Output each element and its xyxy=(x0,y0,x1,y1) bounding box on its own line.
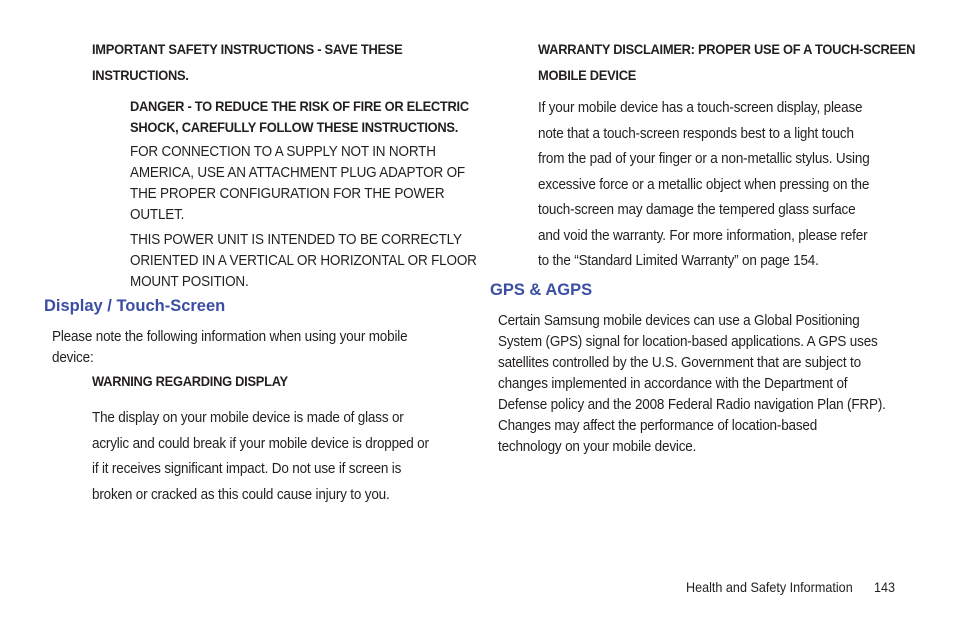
text-line: Changes may affect the performance of location-based xyxy=(498,417,818,434)
text-line: technology on your mobile device. xyxy=(498,438,697,455)
connection-notice xyxy=(130,141,465,225)
display-intro xyxy=(52,326,407,368)
text-line: FOR CONNECTION TO A SUPPLY NOT IN NORTH xyxy=(130,143,436,160)
warranty-disclaimer-heading xyxy=(538,36,915,88)
text-line: note that a touch-screen responds best to a light touch xyxy=(538,124,854,142)
text-line: satellites controlled by the U.S. Government that are subject to xyxy=(498,354,861,371)
text-line: touch-screen may damage the tempered glass surface xyxy=(538,201,856,218)
warning-display-heading: WARNING REGARDING DISPLAY xyxy=(92,373,288,389)
warranty-disclaimer-body xyxy=(538,95,870,274)
text-line: The display on your mobile device is made of glass or xyxy=(92,409,404,426)
text-line: MOUNT POSITION. xyxy=(130,273,249,290)
text-line: and void the warranty. For more information, please refer xyxy=(538,226,868,244)
text-line: THE PROPER CONFIGURATION FOR THE POWER xyxy=(130,185,445,202)
footer-section-title: Health and Safety Information xyxy=(686,579,853,595)
text-line: excessive force or a metallic object when pressing on the xyxy=(538,175,870,193)
text-line: SHOCK, CAREFULLY FOLLOW THESE INSTRUCTIONS. xyxy=(130,119,459,135)
text-line: Defense policy and the 2008 Federal Radio navigation Plan (FRP). xyxy=(498,396,886,413)
page-number: 143 xyxy=(874,579,896,595)
text-line: device: xyxy=(52,349,94,366)
danger-notice xyxy=(130,96,469,138)
text-line: INSTRUCTIONS. xyxy=(92,67,189,83)
text-line: broken or cracked as this could cause injury to you. xyxy=(92,485,390,503)
gps-agps-heading: GPS & AGPS xyxy=(490,281,593,299)
text-line: MOBILE DEVICE xyxy=(538,67,637,83)
text-line: DANGER - TO REDUCE THE RISK OF FIRE OR ELECTRIC xyxy=(130,98,469,114)
text-line: THIS POWER UNIT IS INTENDED TO BE CORRECTLY xyxy=(130,231,462,248)
text-line: AMERICA, USE AN ATTACHMENT PLUG ADAPTOR OF xyxy=(130,164,466,181)
power-unit-notice xyxy=(130,229,477,292)
text-line: Please note the following information when using your mobile xyxy=(52,328,408,345)
text-line: from the pad of your finger or a non-metallic stylus. Using xyxy=(538,150,870,167)
text-line: If your mobile device has a touch-screen display, please xyxy=(538,99,863,116)
text-line: System (GPS) signal for location-based applications. A GPS uses xyxy=(498,333,878,350)
text-line: WARRANTY DISCLAIMER: PROPER USE OF A TOUCH-SCREEN xyxy=(538,41,916,57)
text-line: IMPORTANT SAFETY INSTRUCTIONS - SAVE THESE xyxy=(92,41,403,57)
display-warning-body xyxy=(92,405,429,507)
text-line: acrylic and could break if your mobile device is dropped or xyxy=(92,434,429,452)
text-line: to the “Standard Limited Warranty” on page 154. xyxy=(538,252,819,269)
text-line: changes implemented in accordance with the Department of xyxy=(498,375,848,392)
gps-body xyxy=(498,310,886,457)
text-line: OUTLET. xyxy=(130,206,185,223)
text-line: ORIENTED IN A VERTICAL OR HORIZONTAL OR FLOOR xyxy=(130,252,477,269)
text-line: Certain Samsung mobile devices can use a Global Positioning xyxy=(498,312,860,329)
important-safety-heading xyxy=(92,36,402,88)
display-touch-screen-heading: Display / Touch-Screen xyxy=(44,297,226,315)
text-line: if it receives significant impact. Do not use if screen is xyxy=(92,460,402,477)
